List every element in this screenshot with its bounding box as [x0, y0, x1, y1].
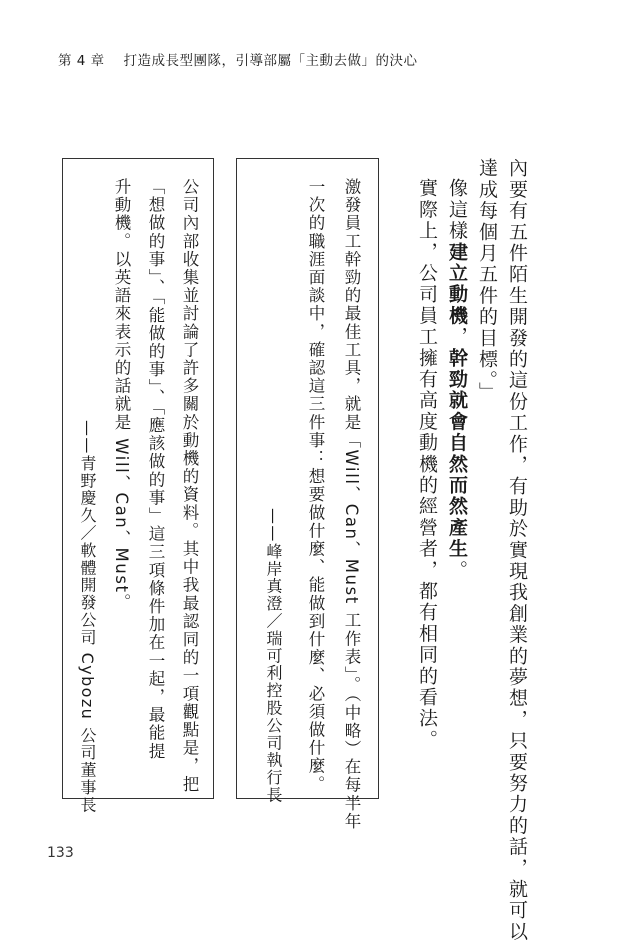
body-col3-comma: ，: [446, 326, 468, 348]
page-number: 133: [47, 845, 74, 861]
emphasis-motivation: 建立動機: [446, 241, 468, 327]
body-column-4: 實際上，公司員工擁有高度動機的經營者，都有相同的看法。: [416, 178, 438, 751]
body-column-2: 達成每個月五件的目標。」: [476, 158, 498, 403]
body-col3-plain: 像這樣: [446, 178, 468, 242]
body-column-1: 內要有五件陌生開發的這份工作，有助於實現我創業的夢想，只要努力的話，就可以: [506, 158, 528, 942]
quote2-line3: 升動機。以英語來表示的話就是 Will、Can、Must。: [112, 178, 131, 612]
running-header: [58, 49, 417, 69]
chapter-label: 第 4 章: [58, 53, 105, 69]
quote1-line1: 激發員工幹勁的最佳工具，就是「Will、Can、Must 工作表」。（中略）在每半年: [342, 178, 361, 831]
quote1-attribution: ——峰岸真澄／瑞可利控股公司執行長: [264, 508, 283, 804]
chapter-title: 打造成長型團隊，引導部屬「主動去做」的決心: [123, 53, 418, 69]
body-col3-end: 。: [446, 559, 468, 581]
quote1-line2: 一次的職涯面談中，確認這三件事：想要做什麼、能做到什麼、必須做什麼。: [306, 178, 325, 794]
quote2-attribution: ——青野慶久／軟體開發公司 Cybozu 公司董事長: [78, 420, 97, 814]
quote2-line1: 公司內部收集並討論了許多關於動機的資料。其中我最認同的一項觀點是，把: [180, 178, 199, 794]
body-column-3: [442, 178, 472, 581]
emphasis-drive: 幹勁就會自然而然產生: [446, 347, 468, 560]
quote2-line2: 「想做的事」、「能做的事」、「應該做的事」這三項條件加在一起，最能提: [146, 178, 165, 761]
